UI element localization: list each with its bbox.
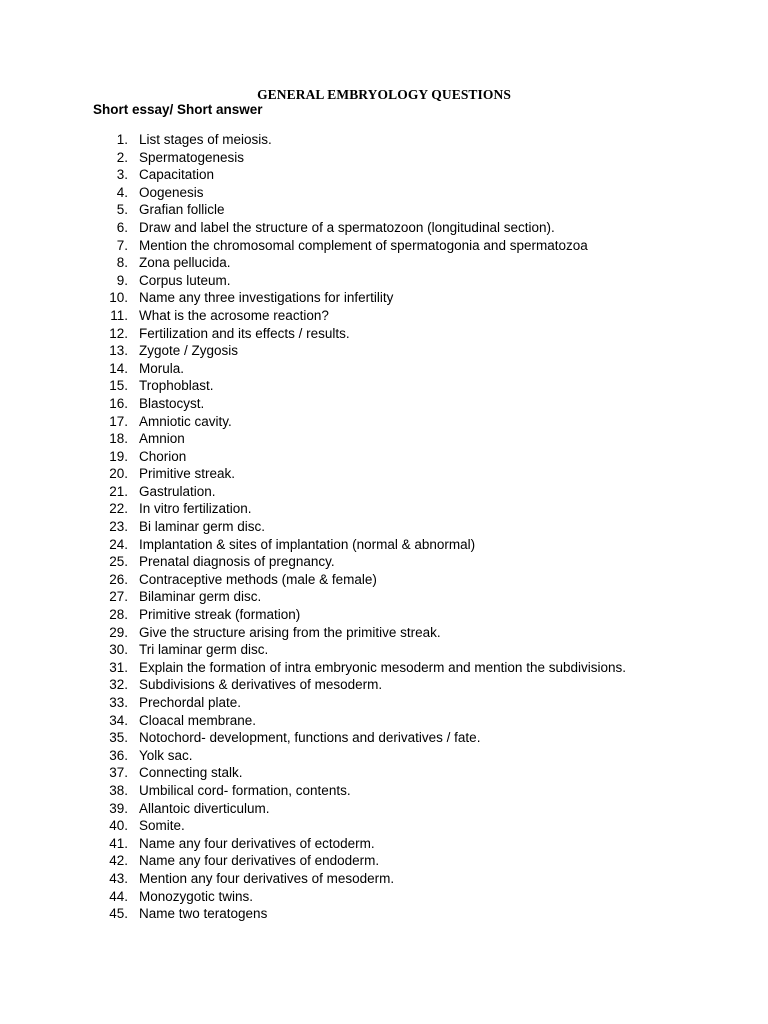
question-text: Umbilical cord- formation, contents. <box>139 782 351 798</box>
question-text: Primitive streak. <box>139 466 236 482</box>
question-item <box>0 342 768 360</box>
question-text: Tri laminar germ disc. <box>139 642 269 658</box>
question-item <box>0 694 768 712</box>
question-number: 35. <box>109 730 128 746</box>
question-number: 15. <box>109 378 128 394</box>
document-title: GENERAL EMBRYOLOGY QUESTIONS <box>257 87 511 102</box>
question-number: 6. <box>116 219 128 235</box>
question-item <box>0 729 768 747</box>
question-number: 25. <box>109 554 128 570</box>
question-item <box>0 500 768 518</box>
question-item <box>0 571 768 589</box>
question-text: Amniotic cavity. <box>139 413 232 429</box>
question-text: Notochord- development, functions and derivatives / fate. <box>139 730 481 746</box>
question-item <box>0 377 768 395</box>
question-text: Allantoic diverticulum. <box>139 800 270 816</box>
question-item <box>0 448 768 466</box>
question-item <box>0 237 768 255</box>
question-number: 43. <box>109 870 128 886</box>
question-item <box>0 201 768 219</box>
question-text: Bilaminar germ disc. <box>139 589 262 605</box>
question-number: 32. <box>109 677 128 693</box>
question-number: 24. <box>109 536 128 552</box>
question-text: Bi laminar germ disc. <box>139 519 266 535</box>
question-number: 11. <box>110 307 128 323</box>
question-item <box>0 676 768 694</box>
question-item <box>0 800 768 818</box>
question-text: What is the acrosome reaction? <box>139 307 329 323</box>
question-number: 27. <box>109 589 128 605</box>
question-item <box>0 184 768 202</box>
question-number: 3. <box>116 167 128 183</box>
question-number: 40. <box>109 818 128 834</box>
question-text: Zona pellucida. <box>139 255 231 271</box>
question-item <box>0 835 768 853</box>
question-text: Prechordal plate. <box>139 695 242 710</box>
question-item <box>0 325 768 343</box>
question-text: Gastrulation. <box>139 483 216 499</box>
question-text: Somite. <box>139 818 185 834</box>
question-item <box>0 606 768 624</box>
question-number: 28. <box>109 607 128 623</box>
question-text: Zygote / Zygosis <box>139 343 239 359</box>
question-item <box>0 782 768 800</box>
question-item <box>0 764 768 782</box>
question-item <box>0 307 768 325</box>
question-number: 26. <box>109 571 128 587</box>
question-text: Prenatal diagnosis of pregnancy. <box>139 554 335 570</box>
question-item <box>0 659 768 677</box>
question-text: Trophoblast. <box>139 378 214 394</box>
question-text: Name any four derivatives of endoderm. <box>139 853 380 869</box>
question-number: 1. <box>116 132 128 147</box>
question-number: 17. <box>109 413 128 429</box>
question-number: 9. <box>116 272 128 288</box>
question-text: Contraceptive methods (male & female) <box>139 571 377 587</box>
question-text: Name any three investigations for infertility <box>139 290 394 306</box>
question-text: Oogenesis <box>139 184 204 200</box>
question-item <box>0 852 768 870</box>
question-text: Chorion <box>139 448 187 464</box>
section-heading: Short essay/ Short answer <box>93 102 263 117</box>
question-number: 5. <box>116 202 128 218</box>
question-number: 45. <box>109 906 128 922</box>
question-number: 19. <box>109 448 128 464</box>
question-text: Name two teratogens <box>139 906 268 922</box>
question-number: 44. <box>109 888 128 904</box>
question-text: Subdivisions & derivatives of mesoderm. <box>139 677 383 693</box>
question-item <box>0 624 768 642</box>
question-item <box>0 870 768 888</box>
question-item <box>0 413 768 431</box>
question-number: 12. <box>109 325 128 341</box>
question-text: Fertilization and its effects / results. <box>139 325 350 341</box>
question-item <box>0 518 768 536</box>
question-number: 21. <box>109 483 128 499</box>
question-text: Connecting stalk. <box>139 765 243 781</box>
question-text: Mention the chromosomal complement of spermatogonia and spermatozoa <box>139 237 588 253</box>
question-item <box>0 430 768 448</box>
question-number: 22. <box>109 501 128 517</box>
question-number: 13. <box>109 343 128 359</box>
question-item <box>0 905 768 923</box>
question-text: Grafian follicle <box>139 202 225 218</box>
question-text: Yolk sac. <box>139 747 193 763</box>
question-item <box>0 465 768 483</box>
question-number: 30. <box>109 642 128 658</box>
question-text: Morula. <box>139 360 185 376</box>
question-text: Give the structure arising from the primitive streak. <box>139 624 441 640</box>
question-item <box>0 747 768 765</box>
question-number: 33. <box>109 695 128 710</box>
question-item <box>0 641 768 659</box>
question-number: 41. <box>109 835 128 851</box>
question-number: 31. <box>109 659 128 675</box>
question-item <box>0 360 768 378</box>
question-number: 20. <box>109 466 128 482</box>
question-number: 29. <box>109 624 128 640</box>
question-text: Capacitation <box>139 167 215 183</box>
question-text: Blastocyst. <box>139 395 205 411</box>
question-item <box>0 254 768 272</box>
question-text: Implantation & sites of implantation (normal & abnormal) <box>139 536 476 552</box>
question-number: 34. <box>109 712 128 728</box>
question-number: 23. <box>109 519 128 535</box>
question-item <box>0 817 768 835</box>
question-list <box>0 131 768 923</box>
question-text: Amnion <box>139 431 185 447</box>
question-item <box>0 395 768 413</box>
question-text: Mention any four derivatives of mesoderm. <box>139 870 395 886</box>
question-item <box>0 888 768 906</box>
question-number: 2. <box>116 149 128 165</box>
question-item <box>0 219 768 237</box>
question-item <box>0 712 768 730</box>
question-number: 18. <box>109 431 128 447</box>
question-text: Spermatogenesis <box>139 149 245 165</box>
question-number: 39. <box>109 800 128 816</box>
question-text: Draw and label the structure of a spermatozoon (longitudinal section). <box>139 219 555 235</box>
question-text: Cloacal membrane. <box>139 712 257 728</box>
question-item <box>0 553 768 571</box>
question-number: 38. <box>109 782 128 798</box>
question-number: 10. <box>109 290 128 306</box>
question-item <box>0 149 768 167</box>
question-item <box>0 588 768 606</box>
question-number: 7. <box>116 237 128 253</box>
question-text: Explain the formation of intra embryonic mesoderm and mention the subdivisions. <box>139 659 626 675</box>
question-text: Corpus luteum. <box>139 272 231 288</box>
question-item <box>0 131 768 149</box>
question-number: 36. <box>109 747 128 763</box>
question-text: In vitro fertilization. <box>139 501 252 517</box>
question-text: Monozygotic twins. <box>139 888 254 904</box>
question-item <box>0 483 768 501</box>
question-text: Name any four derivatives of ectoderm. <box>139 835 375 851</box>
question-item <box>0 289 768 307</box>
question-number: 37. <box>109 765 128 781</box>
question-number: 4. <box>116 184 128 200</box>
question-item <box>0 536 768 554</box>
question-item <box>0 166 768 184</box>
question-text: Primitive streak (formation) <box>139 607 301 623</box>
question-item <box>0 272 768 290</box>
question-number: 16. <box>109 395 128 411</box>
question-number: 8. <box>116 255 128 271</box>
question-number: 42. <box>109 853 128 869</box>
question-number: 14. <box>109 360 128 376</box>
question-text: List stages of meiosis. <box>139 132 272 147</box>
